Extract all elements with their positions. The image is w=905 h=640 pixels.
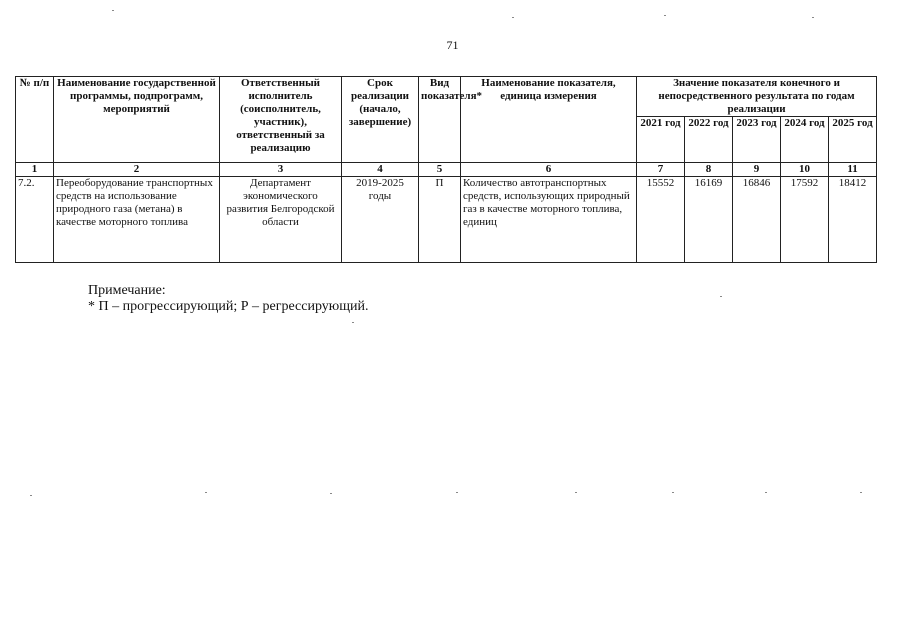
row-type: П bbox=[419, 177, 461, 263]
row-value-2021: 15552 bbox=[637, 177, 685, 263]
scan-speck bbox=[512, 17, 514, 18]
column-number: 4 bbox=[342, 163, 419, 177]
row-num: 7.2. bbox=[16, 177, 54, 263]
scan-speck bbox=[812, 17, 814, 18]
column-number: 7 bbox=[637, 163, 685, 177]
scan-speck bbox=[765, 492, 767, 493]
header-type: Вид показателя* bbox=[419, 77, 461, 163]
row-value-2024: 17592 bbox=[781, 177, 829, 263]
scan-speck bbox=[330, 493, 332, 494]
scan-speck bbox=[352, 322, 354, 323]
row-program: Переоборудование транспортных средств на использование природного газа (метана) в качестве моторного топлива bbox=[54, 177, 220, 263]
header-values-group: Значение показателя конечного и непосредственного результата по годам реализации bbox=[637, 77, 877, 117]
row-indicator: Количество автотранспортных средств, использующих природный газ в качестве моторного топлива, единиц bbox=[461, 177, 637, 263]
scan-speck bbox=[672, 492, 674, 493]
page-number: 71 bbox=[446, 38, 459, 52]
header-row bbox=[16, 77, 877, 117]
row-value-2025: 18412 bbox=[829, 177, 877, 263]
note bbox=[88, 283, 369, 315]
column-number: 8 bbox=[685, 163, 733, 177]
scan-speck bbox=[860, 492, 862, 493]
column-numbers-row bbox=[16, 163, 877, 177]
scan-speck bbox=[112, 10, 114, 11]
row-executor: Департамент экономического развития Белгородской области bbox=[220, 177, 342, 263]
scan-speck bbox=[720, 296, 722, 297]
header-year-2021: 2021 год bbox=[637, 117, 685, 163]
header-term: Срок реализации (начало, завершение) bbox=[342, 77, 419, 163]
header-num: № п/п bbox=[16, 77, 54, 163]
column-number: 10 bbox=[781, 163, 829, 177]
column-number: 9 bbox=[733, 163, 781, 177]
scan-speck bbox=[30, 495, 32, 496]
note-text: * П – прогрессирующий; Р – регрессирующий. bbox=[88, 299, 369, 314]
column-number: 3 bbox=[220, 163, 342, 177]
header-year-2025: 2025 год bbox=[829, 117, 877, 163]
scan-speck bbox=[205, 492, 207, 493]
header-executor: Ответственный исполнитель (соисполнитель, участник), ответственный за реализацию bbox=[220, 77, 342, 163]
header-indicator: Наименование показателя, единица измерения bbox=[461, 77, 637, 163]
column-number: 2 bbox=[54, 163, 220, 177]
header-year-2023: 2023 год bbox=[733, 117, 781, 163]
scan-speck bbox=[664, 15, 666, 16]
table-row bbox=[16, 177, 877, 263]
scan-speck bbox=[456, 492, 458, 493]
column-number: 6 bbox=[461, 163, 637, 177]
indicators-table bbox=[15, 76, 877, 263]
note-title: Примечание: bbox=[88, 283, 166, 298]
column-number: 5 bbox=[419, 163, 461, 177]
column-number: 1 bbox=[16, 163, 54, 177]
scan-speck bbox=[575, 492, 577, 493]
row-value-2022: 16169 bbox=[685, 177, 733, 263]
header-year-2022: 2022 год bbox=[685, 117, 733, 163]
header-program: Наименование государственной программы, подпрограмм, мероприятий bbox=[54, 77, 220, 163]
header-year-2024: 2024 год bbox=[781, 117, 829, 163]
row-term: 2019-2025 годы bbox=[342, 177, 419, 263]
row-value-2023: 16846 bbox=[733, 177, 781, 263]
column-number: 11 bbox=[829, 163, 877, 177]
